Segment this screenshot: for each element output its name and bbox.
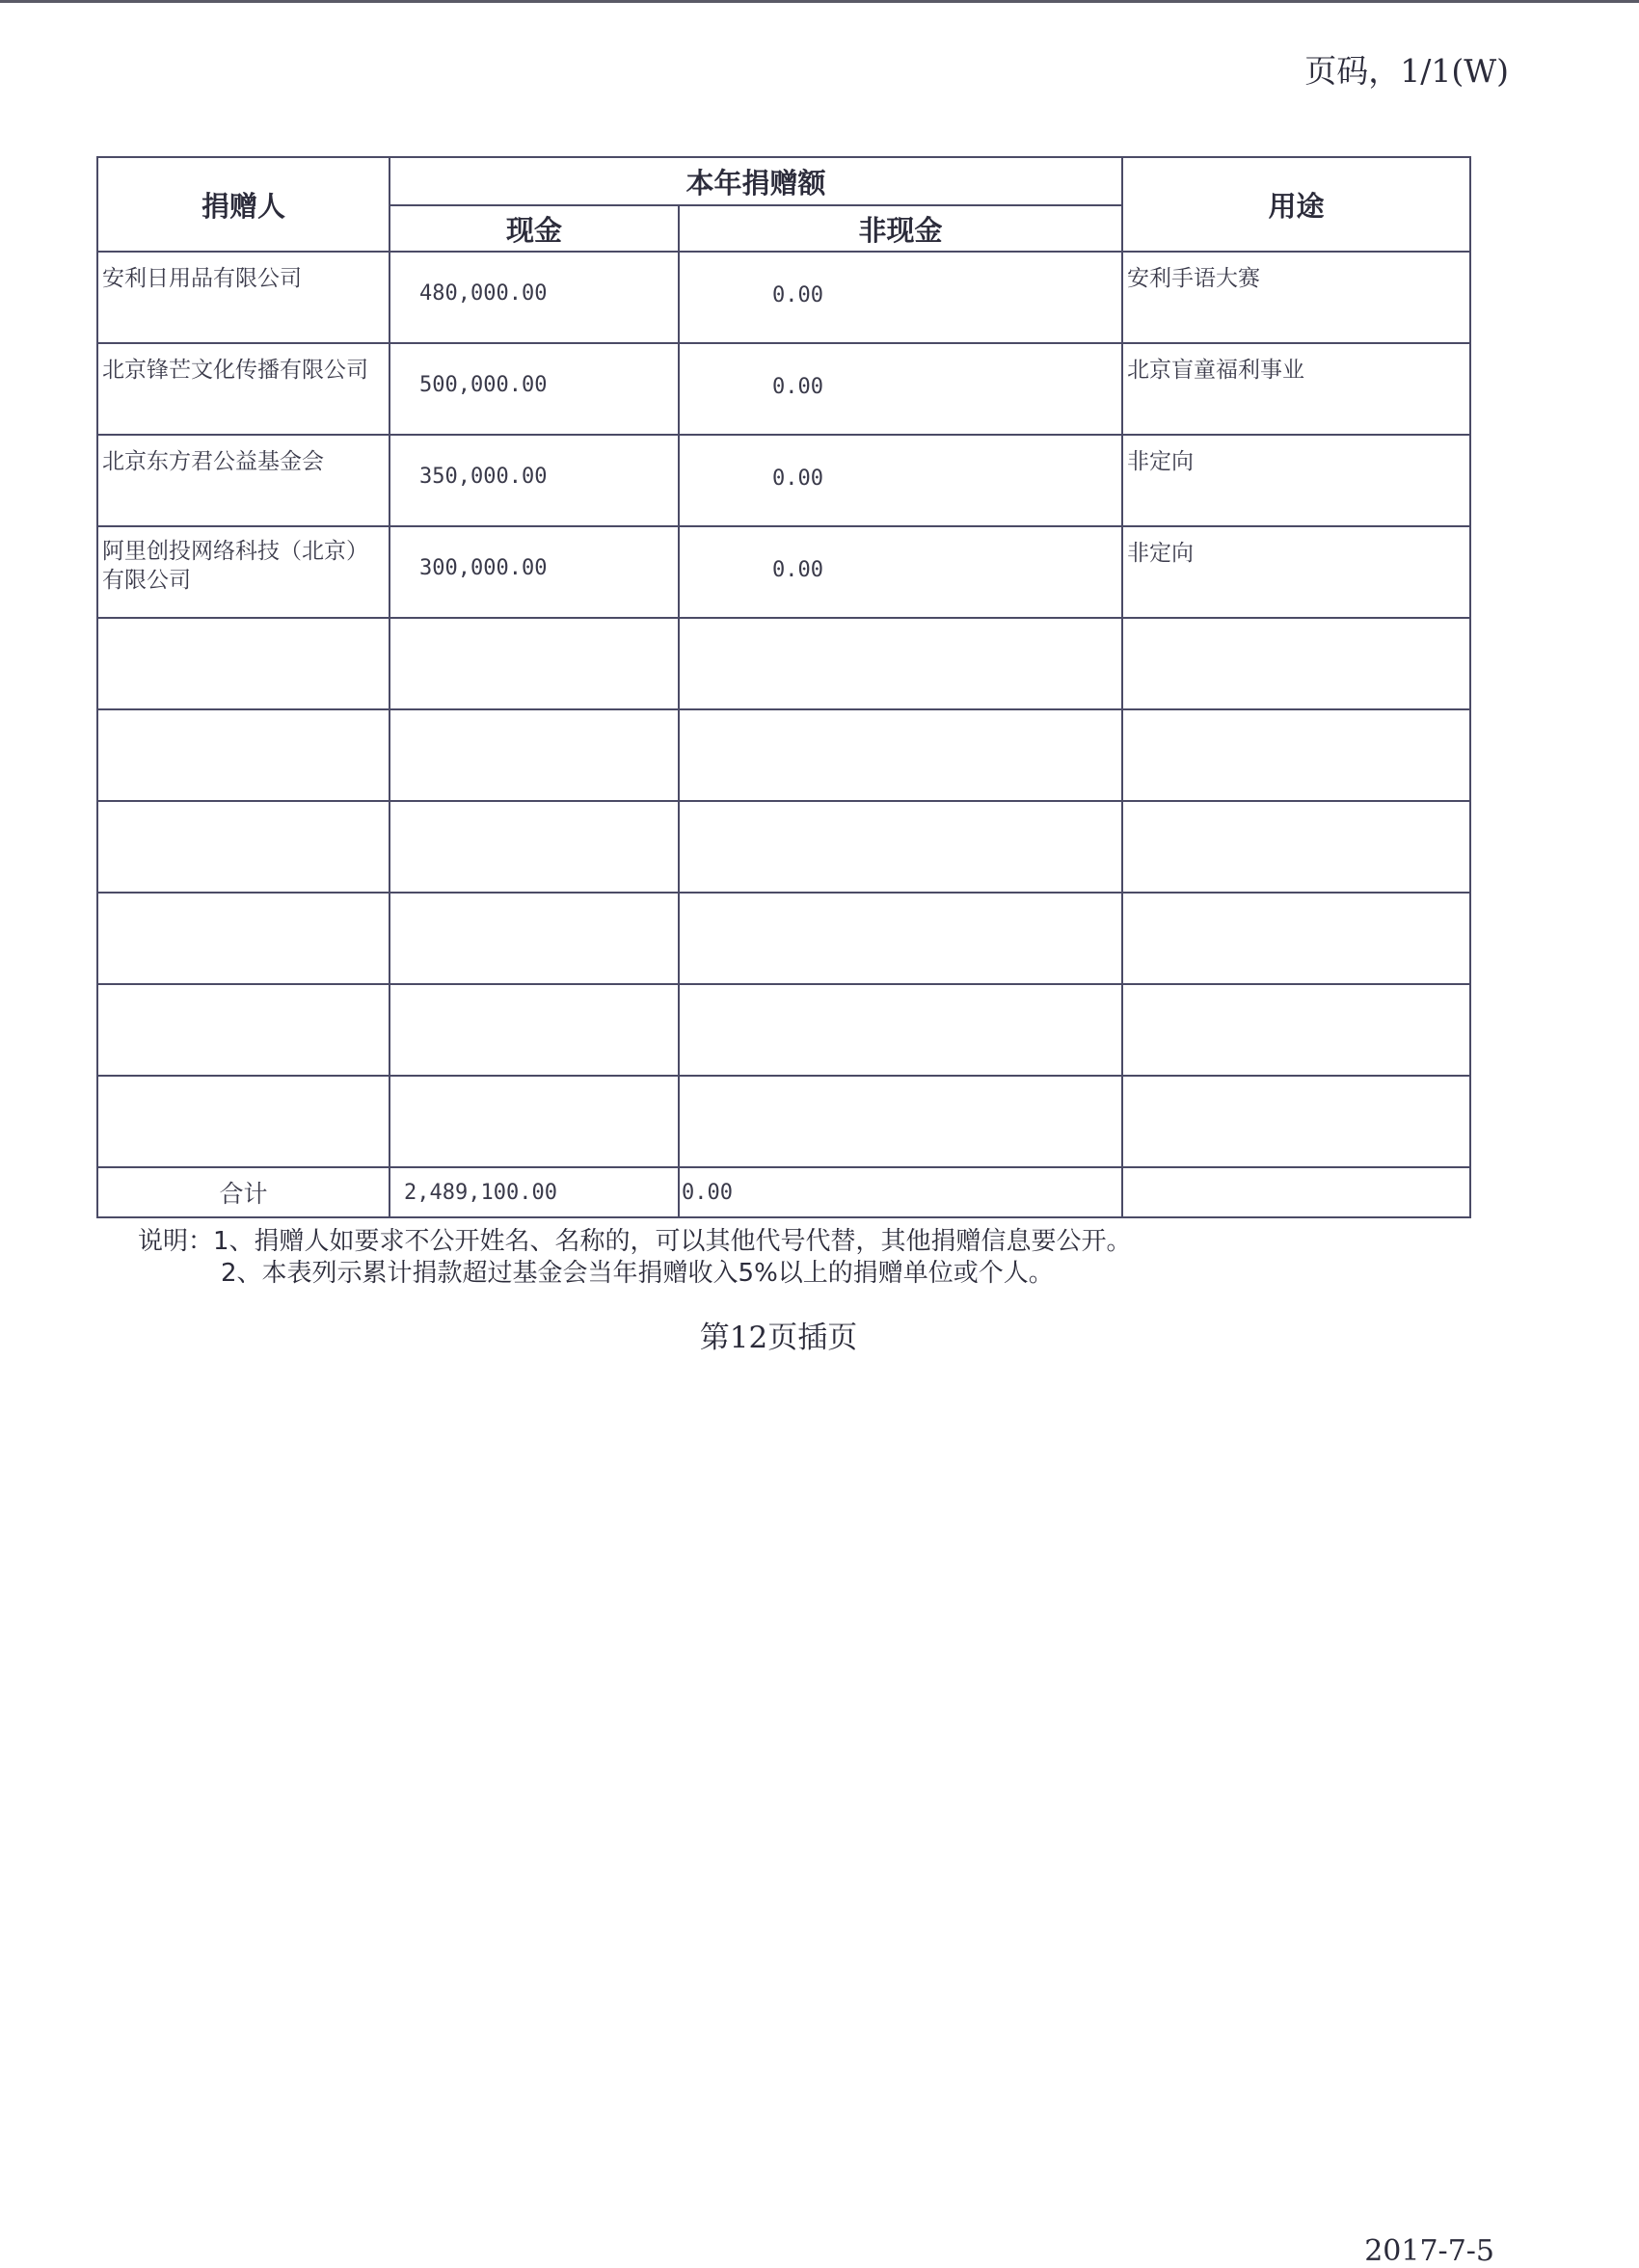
header-noncash: 非现金 <box>679 205 1122 252</box>
header-donor: 捐赠人 <box>97 157 390 252</box>
cash-amount: 300,000.00 <box>419 556 548 580</box>
empty-row <box>97 1076 1470 1167</box>
header-purpose: 用途 <box>1122 157 1470 252</box>
purpose: 非定向 <box>1127 449 1195 474</box>
donor-name: 北京锋芒文化传播有限公司 <box>102 358 368 383</box>
donor-name: 北京东方君公益基金会 <box>102 449 324 474</box>
empty-row <box>97 984 1470 1076</box>
noncash-amount: 0.00 <box>772 558 823 582</box>
note-line-1: 说明：1、捐赠人如要求不公开姓名、名称的，可以其他代号代替，其他捐赠信息要公开。 <box>138 1227 1132 1256</box>
cash-amount: 480,000.00 <box>419 281 548 306</box>
purpose: 安利手语大赛 <box>1127 266 1261 291</box>
insert-page-label: 第12页插页 <box>699 1321 858 1355</box>
header-amount-group: 本年捐赠额 <box>390 157 1122 205</box>
total-purpose-empty <box>1122 1167 1470 1217</box>
table-row <box>97 526 1470 618</box>
document-date: 2017-7-5 <box>1364 2234 1494 2268</box>
purpose: 北京盲童福利事业 <box>1127 358 1305 383</box>
header-cash: 现金 <box>390 205 679 252</box>
empty-row <box>97 618 1470 709</box>
top-edge-rule <box>0 0 1639 3</box>
noncash-amount: 0.00 <box>772 375 823 399</box>
page-code: 页码，1/1(W) <box>1304 52 1509 90</box>
table-row <box>97 435 1470 526</box>
donor-name: 阿里创投网络科技（北京）有限公司 <box>102 539 368 593</box>
cash-amount: 350,000.00 <box>419 465 548 489</box>
notes <box>138 1226 1132 1290</box>
total-row <box>97 1167 1470 1217</box>
note-line-2: 2、本表列示累计捐款超过基金会当年捐赠收入5%以上的捐赠单位或个人。 <box>221 1259 1054 1288</box>
noncash-amount: 0.00 <box>772 283 823 307</box>
purpose: 非定向 <box>1127 541 1195 566</box>
empty-row <box>97 801 1470 893</box>
total-cash: 2,489,100.00 <box>390 1167 679 1217</box>
empty-row <box>97 893 1470 984</box>
donor-name: 安利日用品有限公司 <box>102 266 302 291</box>
cash-amount: 500,000.00 <box>419 373 548 397</box>
total-label: 合计 <box>97 1167 390 1217</box>
total-noncash: 0.00 <box>679 1167 1122 1217</box>
donation-table-container <box>96 156 1469 1218</box>
donation-table <box>96 156 1471 1218</box>
empty-row <box>97 709 1470 801</box>
table-row <box>97 252 1470 343</box>
table-row <box>97 343 1470 435</box>
noncash-amount: 0.00 <box>772 467 823 491</box>
